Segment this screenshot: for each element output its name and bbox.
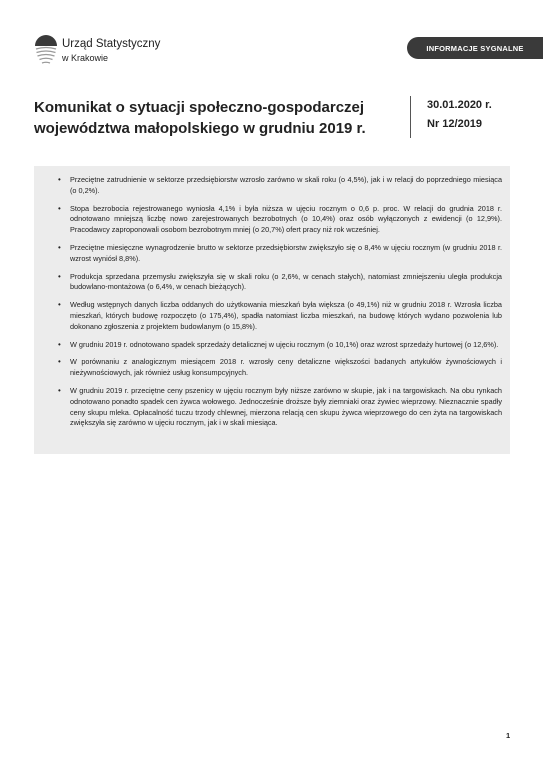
summary-item	[34, 175, 502, 197]
bullet-icon: •	[58, 203, 61, 213]
title-line-2: województwa małopolskiego w grudniu 2019 r.	[34, 120, 366, 137]
office-name-line2: w Krakowie	[62, 53, 109, 63]
office-logo	[34, 33, 174, 73]
summary-item-text: Według wstępnych danych liczba oddanych do użytkowania mieszkań była większa (o 49,1%) niż w grudniu 2018 r. Wzrosła liczba mieszkań, których budowę rozpoczęto (o 175,4%), spadła natomiast liczba mieszkań, na budowę których wydano pozwolenia lub dokonano zgłoszenia z projektem budowlanym (o 15,8%).	[70, 300, 502, 331]
issue-number: Nr 12/2019	[427, 118, 483, 130]
office-name-line1: Urząd Statystyczny	[62, 38, 161, 50]
summary-box	[34, 166, 510, 454]
summary-item-text: W grudniu 2019 r. odnotowano spadek sprzedaży detalicznej w ujęciu rocznym (o 10,1%) oraz wzrost sprzedaży hurtowej (o 12,6%).	[70, 339, 499, 349]
summary-item	[34, 243, 502, 265]
summary-item	[34, 357, 502, 379]
summary-item	[34, 340, 502, 351]
title-line-1: Komunikat o sytuacji społeczno-gospodarczej	[34, 99, 365, 116]
globe-logo-icon	[34, 33, 58, 73]
summary-item	[34, 300, 502, 332]
bullet-icon: •	[58, 385, 61, 395]
bullet-icon: •	[58, 271, 61, 281]
page-number: 1	[506, 731, 511, 740]
summary-item-text: W porównaniu z analogicznym miesiącem 2018 r. wzrosły ceny detaliczne większości badanych artykułów żywnościowych i nieżywnościowych, jak również usług konsumpcyjnych.	[70, 357, 502, 378]
summary-list	[34, 175, 502, 429]
bullet-icon: •	[58, 357, 61, 367]
summary-item-text: W grudniu 2019 r. przeciętne ceny pszenicy w ujęciu rocznym były niższe zarówno w skupie, jak i na targowiskach. Na obu rynkach odnotowano ponadto spadek cen żywca wołowego. Jednocześnie droższe były ziemniaki oraz żywiec wieprzowy. Nieznacznie spadły ceny skupu mleka. Opłacalność tuczu trzody chlewnej, mierzona relacją cen skupu żywca wieprzowego do cen żyta na targowiskach zwiększyła się zarówno w ujęciu rocznym, jak i w skali miesiąca.	[70, 385, 502, 428]
header-divider	[410, 96, 411, 138]
bullet-icon: •	[58, 300, 61, 310]
publication-type-badge: INFORMACJE SYGNALNE	[407, 37, 543, 59]
summary-item	[34, 204, 502, 236]
summary-item	[34, 386, 502, 429]
bullet-icon: •	[58, 242, 61, 252]
publication-date: 30.01.2020 r.	[427, 99, 492, 111]
bullet-icon: •	[58, 339, 61, 349]
document-title	[34, 97, 394, 139]
summary-item-text: Produkcja sprzedana przemysłu zwiększyła się w skali roku (o 2,6%, w cenach stałych), natomiast zmniejszeniu uległa produkcja budowlano-montażowa (o 6,4%, w cenach bieżących).	[70, 271, 502, 292]
summary-item-text: Stopa bezrobocia rejestrowanego wyniosła 4,1% i była niższa w ujęciu rocznym o 0,6 p. proc. W relacji do grudnia 2018 r. odnotowano mniejszą liczbę nowo zarejestrowanych bezrobotnych (o 10,4%) oraz osób wyłączonych z ewidencji (o 12,9%). Pracodawcy zaproponowali osobom bezrobotnym mniej (o 20,7%) ofert pracy niż rok wcześniej.	[70, 203, 502, 235]
bullet-icon: •	[58, 175, 61, 184]
summary-item	[34, 272, 502, 294]
summary-item-text: Przeciętne miesięczne wynagrodzenie brutto w sektorze przedsiębiorstw zwiększyło się o 8,4% w ujęciu rocznym (w grudniu 2018 r. wzrost wyniósł 8,8%).	[70, 242, 502, 263]
summary-item-text: Przeciętne zatrudnienie w sektorze przedsiębiorstw wzrosło zarówno w skali roku (o 4,5%), jak i w relacji do poprzedniego miesiąca (o 0,2%).	[70, 175, 502, 195]
